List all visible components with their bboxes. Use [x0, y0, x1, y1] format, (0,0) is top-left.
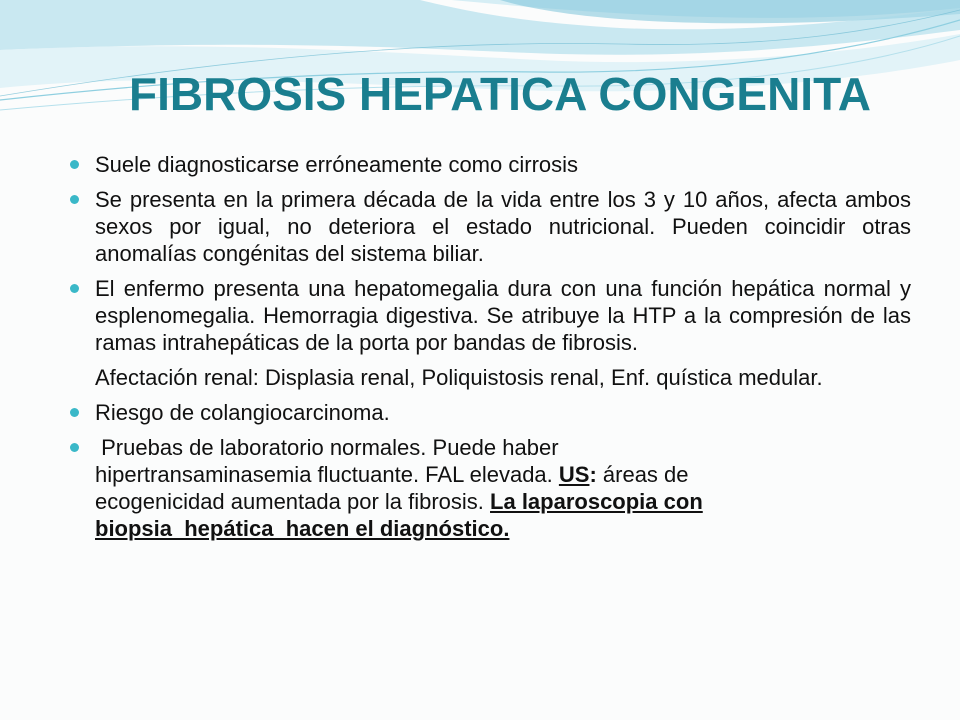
bullet-dot-icon	[70, 443, 79, 452]
lab-line-2-text: hipertransaminasemia fluctuante. FAL elevada.	[95, 462, 559, 487]
bullet-text-2: Se presenta en la primera década de la vida entre los 3 y 10 años, afecta ambos sexos por igual, no deteriora el estado nutricional. Pueden coincidir otras anomalías congénitas del sistema biliar.	[95, 187, 911, 266]
us-label: US	[558, 462, 590, 487]
bullet-dot-icon	[70, 408, 79, 417]
paragraph-renal	[95, 364, 911, 391]
lab-line-2	[95, 461, 911, 488]
bullet-item-2	[95, 186, 911, 267]
lab-line-4	[95, 515, 911, 542]
diagnosis-text-part1: La laparoscopia con	[490, 489, 703, 514]
bullet-item-3	[95, 275, 911, 356]
bullet-text-1: Suele diagnosticarse erróneamente como cirrosis	[95, 152, 579, 177]
bullet-dot-icon	[70, 284, 79, 293]
bullet-item-4	[95, 399, 911, 426]
paragraph-renal-text: Afectación renal: Displasia renal, Poliquistosis renal, Enf. quística medular.	[95, 365, 823, 390]
lab-line-1: Pruebas de laboratorio normales. Puede haber	[95, 435, 559, 460]
bullet-dot-icon	[70, 160, 79, 169]
lab-line-3	[95, 488, 911, 515]
slide-body	[95, 151, 911, 550]
lab-line-2-tail: áreas de	[596, 462, 689, 487]
slide-title: FIBROSIS HEPATICA CONGENITA	[129, 68, 871, 120]
us-colon: :	[589, 462, 597, 487]
bullet-text-4: Riesgo de colangiocarcinoma.	[95, 400, 390, 425]
lab-line-3-text: ecogenicidad aumentada por la fibrosis.	[95, 489, 491, 514]
bullet-item-5	[95, 434, 911, 542]
diagnosis-text-part2: biopsia hepática hacen el diagnóstico.	[95, 516, 510, 541]
bullet-text-3: El enfermo presenta una hepatomegalia dura con una función hepática normal y esplenomegalia. Hemorragia digestiva. Se atribuye la HTP a la compresión de las ramas intrahepáticas de la porta por bandas de fibrosis.	[95, 276, 911, 355]
bullet-dot-icon	[70, 195, 79, 204]
bullet-item-1	[95, 151, 911, 178]
